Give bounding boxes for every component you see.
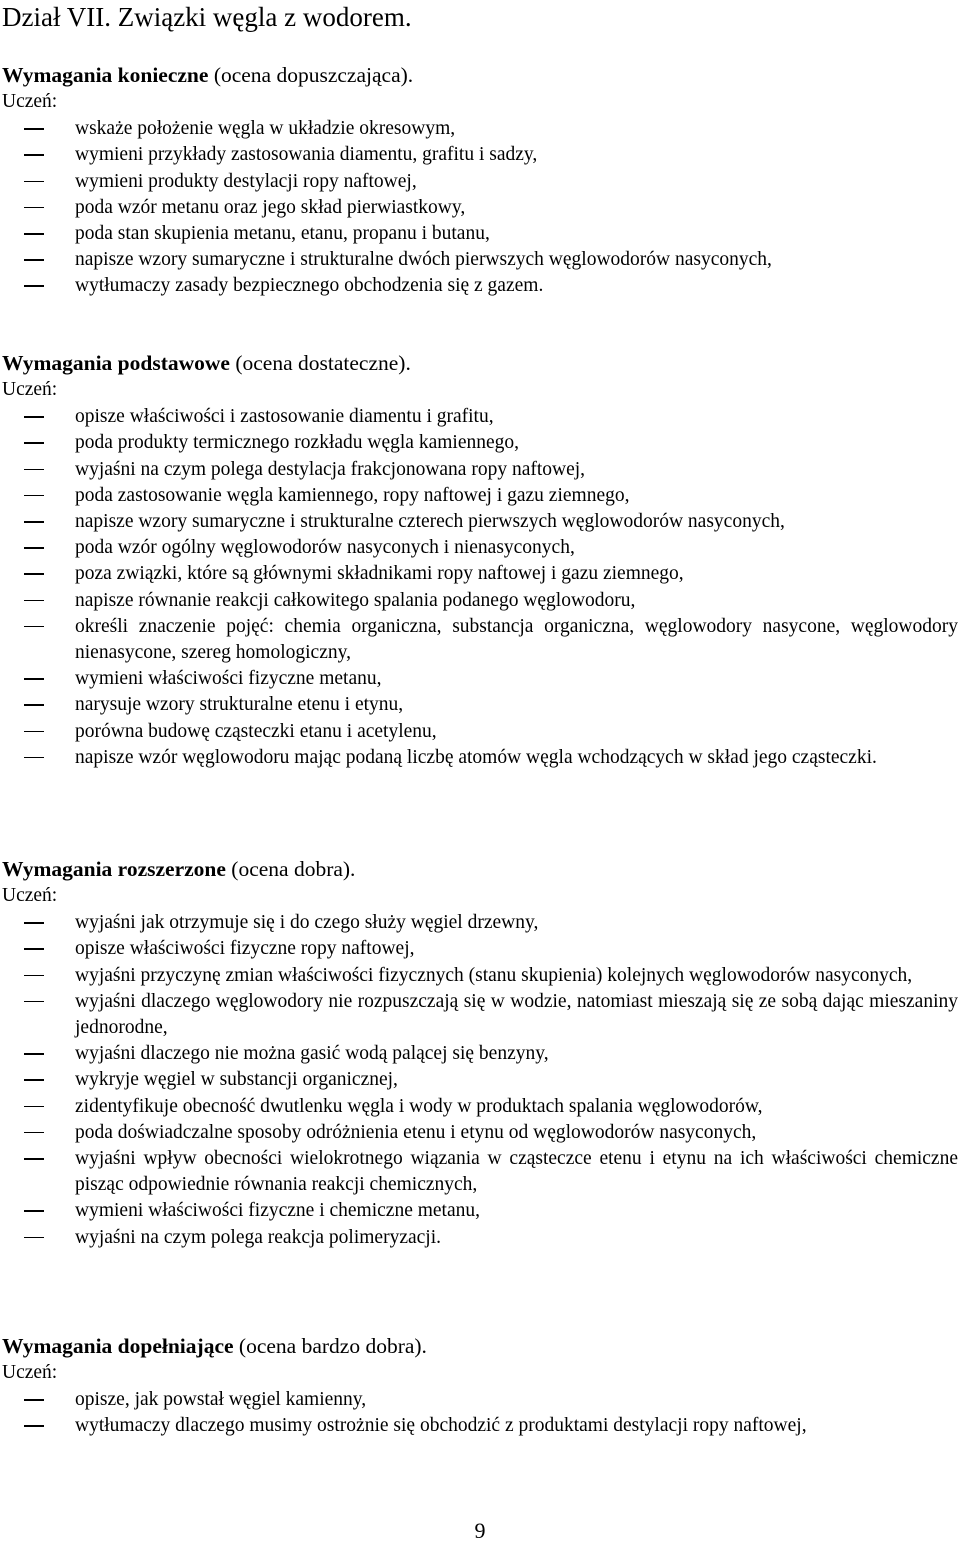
section-heading-rest: (ocena dobra). (225, 857, 356, 881)
section-heading (2, 350, 958, 377)
list-item: opisze właściwości i zastosowanie diamentu i grafitu, (2, 404, 958, 430)
list-item: wytłumaczy dlaczego musimy ostrożnie się obchodzić z produktami destylacji ropy naftowej, (2, 1413, 958, 1439)
list-item: wskaże położenie węgla w układzie okresowym, (2, 116, 958, 142)
section-heading-bold: Wymagania dopełniające (2, 1334, 234, 1358)
section-konieczne (2, 62, 958, 300)
dash-bullet-icon (24, 221, 44, 247)
dash-bullet-icon (24, 666, 44, 692)
requirements-list (2, 116, 958, 299)
section-heading-bold: Wymagania rozszerzone (2, 857, 226, 881)
list-item: zidentyfikuje obecność dwutlenku węgla i wody w produktach spalania węglowodorów, (2, 1094, 958, 1120)
list-item: wyjaśni przyczynę zmian właściwości fizycznych (stanu skupienia) kolejnych węglowodorów nasyconych, (2, 963, 958, 989)
list-item: wymieni właściwości fizyczne metanu, (2, 666, 958, 692)
section-heading-rest: (ocena bardzo dobra). (233, 1334, 427, 1358)
dash-bullet-icon (24, 535, 44, 561)
list-item: wymieni produkty destylacji ropy naftowej, (2, 169, 958, 195)
list-item: napisze wzory sumaryczne i strukturalne czterech pierwszych węglowodorów nasyconych, (2, 509, 958, 535)
dash-bullet-icon (24, 1387, 44, 1413)
list-item: wyjaśni na czym polega reakcja polimeryzacji. (2, 1225, 958, 1251)
section-heading-bold: Wymagania konieczne (2, 63, 209, 87)
dash-bullet-icon (24, 989, 44, 1015)
list-item: poda doświadczalne sposoby odróżnienia etenu i etynu od węglowodorów nasyconych, (2, 1120, 958, 1146)
section-podstawowe (2, 350, 958, 771)
list-item: określi znaczenie pojęć: chemia organiczna, substancja organiczna, węglowodory nasycone, węglowodory nienasycone, szereg homologiczny, (2, 614, 958, 666)
requirements-list (2, 1387, 958, 1439)
student-label: Uczeń: (2, 91, 58, 112)
dash-bullet-icon (24, 273, 44, 299)
list-item: poda zastosowanie węgla kamiennego, ropy naftowej i gazu ziemnego, (2, 483, 958, 509)
dash-bullet-icon (24, 1198, 44, 1224)
list-item: wymieni przykłady zastosowania diamentu, grafitu i sadzy, (2, 142, 958, 168)
dash-bullet-icon (24, 936, 44, 962)
list-item: wyjaśni na czym polega destylacja frakcjonowana ropy naftowej, (2, 457, 958, 483)
page-number: 9 (474, 1518, 486, 1543)
list-item: poda wzór metanu oraz jego skład pierwiastkowy, (2, 195, 958, 221)
list-item: wymieni właściwości fizyczne i chemiczne metanu, (2, 1198, 958, 1224)
list-item: wyjaśni jak otrzymuje się i do czego służy węgiel drzewny, (2, 910, 958, 936)
requirements-list (2, 910, 958, 1251)
dash-bullet-icon (24, 247, 44, 273)
dash-bullet-icon (24, 1120, 44, 1146)
list-item: poza związki, które są głównymi składnikami ropy naftowej i gazu ziemnego, (2, 561, 958, 587)
section-dopelniajace (2, 1333, 958, 1440)
list-item: napisze wzory sumaryczne i strukturalne dwóch pierwszych węglowodorów nasyconych, (2, 247, 958, 273)
dash-bullet-icon (24, 614, 44, 640)
dash-bullet-icon (24, 1225, 44, 1251)
section-rozszerzone (2, 856, 958, 1251)
dash-bullet-icon (24, 1094, 44, 1120)
dash-bullet-icon (24, 430, 44, 456)
dash-bullet-icon (24, 719, 44, 745)
dash-bullet-icon (24, 1146, 44, 1172)
dash-bullet-icon (24, 142, 44, 168)
list-item: wyjaśni wpływ obecności wielokrotnego wiązania w cząsteczce etenu i etynu na ich właściwości chemiczne pisząc odpowiednie równania reakcji chemicznych, (2, 1146, 958, 1198)
dash-bullet-icon (24, 169, 44, 195)
list-item: poda produkty termicznego rozkładu węgla kamiennego, (2, 430, 958, 456)
list-item: napisze równanie reakcji całkowitego spalania podanego węglowodoru, (2, 588, 958, 614)
dash-bullet-icon (24, 561, 44, 587)
page-title: Dział VII. Związki węgla z wodorem. (2, 2, 412, 32)
dash-bullet-icon (24, 483, 44, 509)
list-item: wytłumaczy zasady bezpiecznego obchodzenia się z gazem. (2, 273, 958, 299)
section-heading-rest: (ocena dostateczne). (229, 351, 411, 375)
dash-bullet-icon (24, 404, 44, 430)
dash-bullet-icon (24, 1067, 44, 1093)
section-heading (2, 62, 958, 89)
list-item: wykryje węgiel w substancji organicznej, (2, 1067, 958, 1093)
dash-bullet-icon (24, 195, 44, 221)
list-item: wyjaśni dlaczego węglowodory nie rozpuszczają się w wodzie, natomiast mieszają się ze sobą dając mieszaniny jednorodne, (2, 989, 958, 1041)
section-heading (2, 856, 958, 883)
section-heading-bold: Wymagania podstawowe (2, 351, 230, 375)
student-label: Uczeń: (2, 1362, 58, 1383)
requirements-list (2, 404, 958, 771)
list-item: poda stan skupienia metanu, etanu, propanu i butanu, (2, 221, 958, 247)
list-item: porówna budowę cząsteczki etanu i acetylenu, (2, 719, 958, 745)
dash-bullet-icon (24, 1041, 44, 1067)
list-item: poda wzór ogólny węglowodorów nasyconych i nienasyconych, (2, 535, 958, 561)
dash-bullet-icon (24, 457, 44, 483)
list-item: opisze, jak powstał węgiel kamienny, (2, 1387, 958, 1413)
dash-bullet-icon (24, 1413, 44, 1439)
section-heading-rest: (ocena dopuszczająca). (208, 63, 414, 87)
dash-bullet-icon (24, 588, 44, 614)
list-item: wyjaśni dlaczego nie można gasić wodą palącej się benzyny, (2, 1041, 958, 1067)
dash-bullet-icon (24, 692, 44, 718)
section-heading (2, 1333, 958, 1360)
dash-bullet-icon (24, 116, 44, 142)
list-item: napisze wzór węglowodoru mając podaną liczbę atomów węgla wchodzących w skład jego cząsteczki. (2, 745, 958, 771)
dash-bullet-icon (24, 910, 44, 936)
list-item: narysuje wzory strukturalne etenu i etynu, (2, 692, 958, 718)
student-label: Uczeń: (2, 379, 58, 400)
dash-bullet-icon (24, 745, 44, 771)
student-label: Uczeń: (2, 885, 58, 906)
list-item: opisze właściwości fizyczne ropy naftowej, (2, 936, 958, 962)
dash-bullet-icon (24, 509, 44, 535)
dash-bullet-icon (24, 963, 44, 989)
